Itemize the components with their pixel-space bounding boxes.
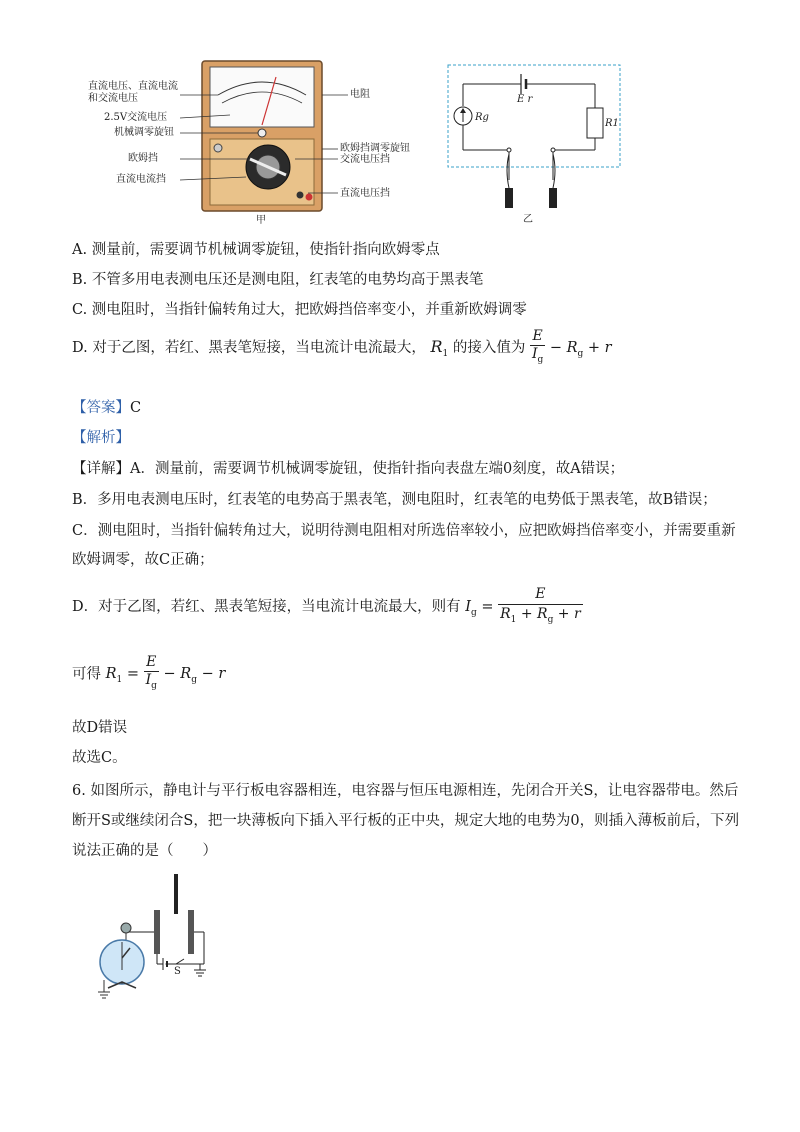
multimeter-figure [80, 55, 420, 230]
detail-derive-r1: $R_1$ = [105, 666, 140, 686]
option-b: B. 不管多用电表测电压还是测电阻，红表笔的电势均高于黑表笔 [72, 272, 484, 288]
answer-tag: 【答案】 [72, 400, 130, 416]
detail-c2: 欧姆调零，故C正确； [72, 552, 214, 568]
label-dc-current-range: 直流电流挡 [116, 174, 166, 185]
answer-line [72, 398, 141, 418]
circuit-figure [445, 62, 625, 232]
detail-d-text: D．对于乙图，若红、黑表笔短接，当电流计电流最大，则有 [72, 599, 461, 615]
label-ohm-zero-knob: 欧姆挡调零旋钮 [340, 143, 410, 154]
label-resistance: 电阻 [350, 89, 370, 100]
option-d [72, 327, 612, 374]
capacitor-drawing [92, 870, 222, 1005]
option-c: C. 测电阻时，当指针偏转角过大，把欧姆挡倍率变小，并重新欧姆调零 [72, 302, 527, 318]
detail-b: B．多用电表测电压时，红表笔的电势高于黑表笔，测电阻时，红表笔的电势低于黑表笔，故B错误； [72, 492, 717, 508]
q6-line2: 断开S或继续闭合S，把一块薄板向下插入平行板的正中央，规定大地的电势为0，则插入薄板前后，下列 [72, 813, 740, 829]
caption-jia: 甲 [256, 215, 266, 226]
option-d-tail: − $R_g + r$ [549, 340, 612, 359]
detail-a-text: A．测量前，需要调节机械调零旋钮，使指针指向表盘左端0刻度，故A错误； [130, 461, 625, 477]
detail-d-fraction: $\frac{E}{R_1 + R_g + r}$ [498, 585, 583, 630]
option-d-fraction: $\frac{E}{I_g}$ [530, 328, 545, 369]
label-r1: R1 [605, 118, 619, 129]
option-a: A. 测量前，需要调节机械调零旋钮，使指针指向欧姆零点 [72, 242, 440, 258]
q6-line3: 说法正确的是（ ） [72, 843, 217, 859]
detail-derive-tail: − $R_g - r$ [163, 666, 226, 686]
capacitor-figure [92, 870, 222, 1005]
detail-derive-fraction: $\frac{E}{I_g}$ [144, 654, 159, 695]
label-dc-voltage-ac: 直流电压、直流电流和交流电压 [88, 81, 178, 104]
detail-derive [72, 654, 225, 700]
detail-c1: C．测电阻时，当指针偏转角过大，说明待测电阻相对所选倍率较小，应把欧姆挡倍率变小，并需要重新 [72, 523, 736, 539]
option-d-r1: $R_1$ [430, 337, 449, 360]
analysis-line [72, 428, 130, 448]
label-ohm-range: 欧姆挡 [128, 153, 158, 164]
answer-value: C [130, 400, 142, 416]
label-battery: E r [517, 94, 533, 105]
detail-tag: 【详解】 [72, 461, 130, 477]
circuit-drawing [445, 62, 625, 232]
detail-d-ig: $I_g$ = [465, 599, 494, 618]
switch-label: S [174, 966, 181, 977]
detail-a [72, 459, 624, 479]
option-d-prefix: D. 对于乙图，若红、黑表笔短接，当电流计电流最大， [72, 340, 426, 356]
label-mech-zero: 机械调零旋钮 [114, 127, 174, 138]
label-dc-voltage-range: 直流电压挡 [340, 188, 390, 199]
q6-line1: 6. 如图所示，静电计与平行板电容器相连，电容器与恒压电源相连，先闭合开关S，让电容器带电。然后 [72, 783, 739, 799]
option-d-mid: 的接入值为 [452, 340, 526, 356]
analysis-tag: 【解析】 [72, 430, 130, 446]
label-ac-25v: 2.5V交流电压 [104, 112, 168, 123]
detail-choose: 故选C。 [72, 750, 127, 766]
label-ac-voltage-range: 交流电压挡 [340, 154, 390, 165]
detail-d-wrong: 故D错误 [72, 720, 128, 736]
label-rg: Rg [475, 112, 489, 123]
caption-yi: 乙 [523, 214, 533, 225]
detail-derive-text: 可得 [72, 666, 101, 683]
detail-d [72, 582, 583, 638]
